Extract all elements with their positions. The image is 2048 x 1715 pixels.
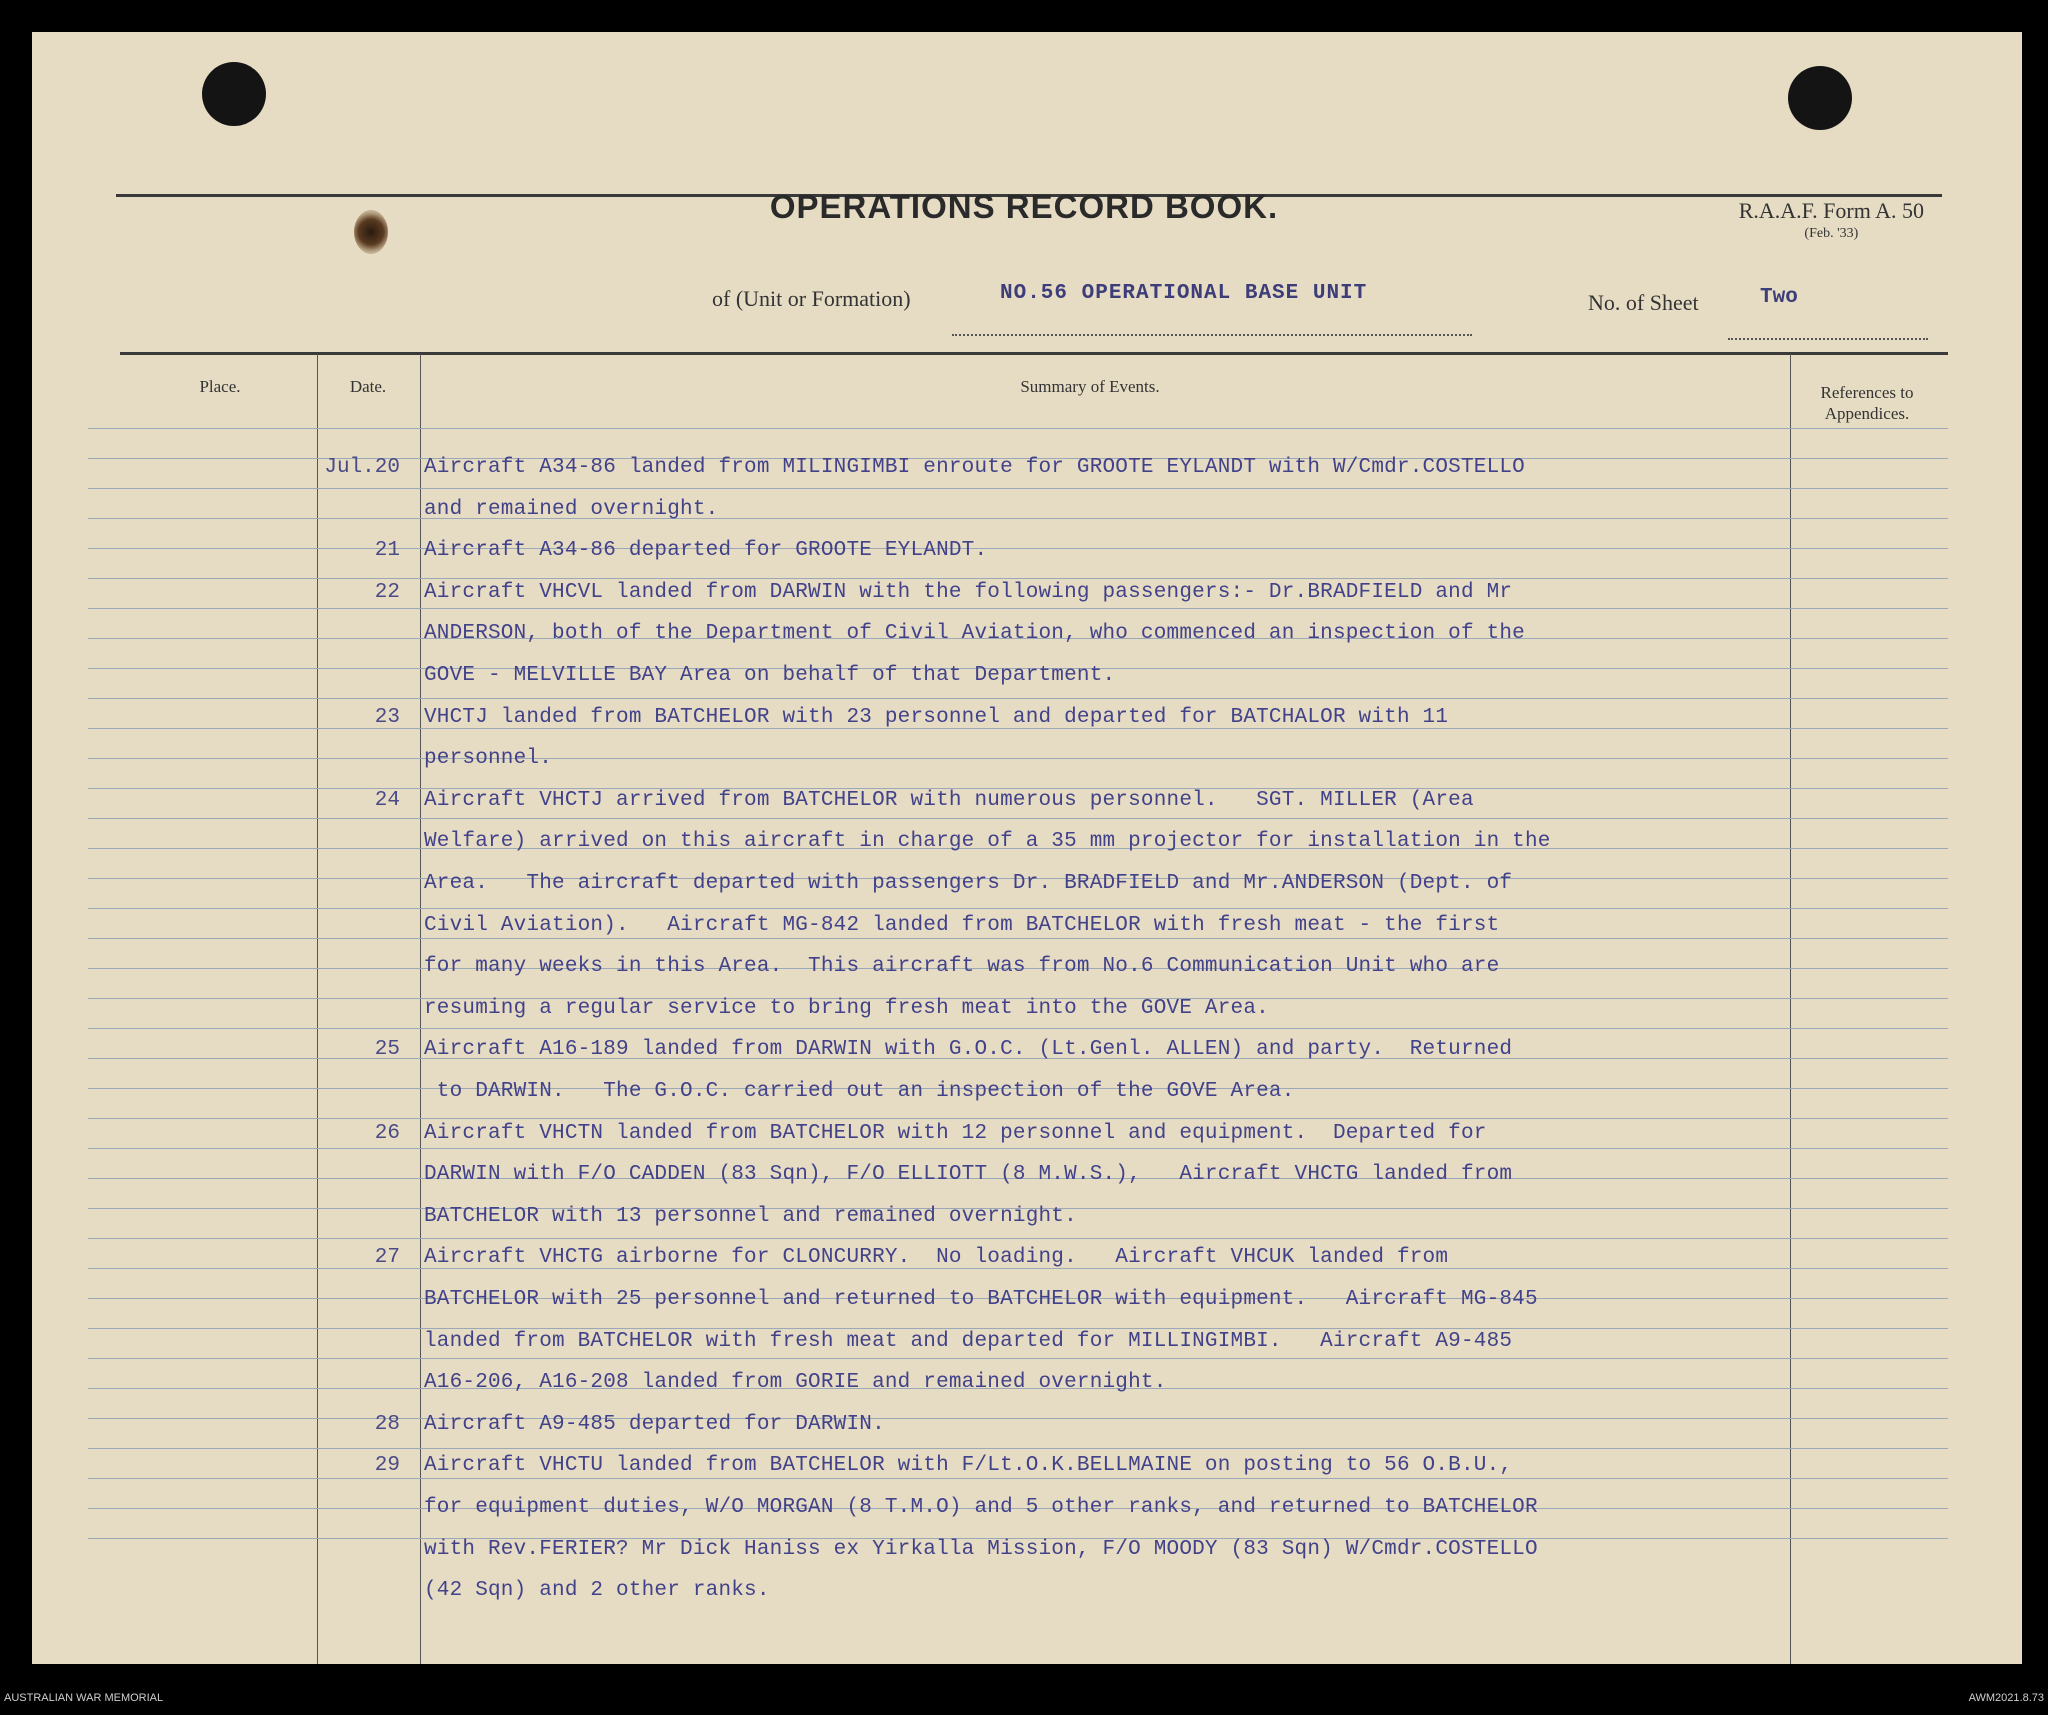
form-number-text: R.A.A.F. Form A. 50 — [1738, 198, 1924, 223]
unit-label: of (Unit or Formation) — [712, 286, 911, 311]
column-references-line2: Appendices. — [1824, 404, 1910, 423]
entry-text-line: ANDERSON, both of the Department of Civil Aviation, who commenced an inspection of the — [424, 622, 1525, 646]
entry-text-line: Area. The aircraft departed with passengers Dr. BRADFIELD and Mr.ANDERSON (Dept. of — [424, 872, 1513, 895]
entry-text-line: VHCTJ landed from BATCHELOR with 23 personnel and departed for BATCHALOR with 11 — [424, 705, 1449, 729]
entry-date: 23 — [374, 705, 400, 729]
entry-text-line: for equipment duties, W/O MORGAN (8 T.M.O) and 5 other ranks, and returned to BATCHELOR — [424, 1496, 1538, 1519]
ruled-line — [88, 1148, 1948, 1149]
entry-date: 22 — [374, 580, 400, 604]
entry-text-line: Welfare) arrived on this aircraft in charge of a 35 mm projector for installation in the — [424, 830, 1551, 854]
entry-text-line: BATCHELOR with 13 personnel and remained overnight. — [424, 1204, 1077, 1228]
ruled-line — [88, 1448, 1948, 1449]
entry-date: 26 — [374, 1121, 400, 1145]
entry-text-line: Aircraft A16-189 landed from DARWIN with G.O.C. (Lt.Genl. ALLEN) and party. Returned — [424, 1038, 1513, 1062]
header-rule — [120, 352, 1948, 355]
entry-date: 29 — [374, 1454, 400, 1478]
ruled-line — [88, 908, 1948, 909]
entry-text-line: and remained overnight. — [424, 497, 719, 521]
entry-text-line: with Rev.FERIER? Mr Dick Haniss ex Yirkalla Mission, F/O MOODY (83 Sqn) W/Cmdr.COSTELLO — [424, 1537, 1538, 1561]
ruled-line — [88, 1358, 1948, 1359]
entry-text-line: DARWIN with F/O CADDEN (83 Sqn), F/O ELLIOTT (8 M.W.S.), Aircraft VHCTG landed from — [424, 1163, 1513, 1187]
footer-left: AUSTRALIAN WAR MEMORIAL — [4, 1692, 164, 1704]
entry-date: Jul.20 — [324, 456, 400, 479]
entry-date: 25 — [374, 1038, 400, 1062]
punch-hole-left — [202, 62, 266, 126]
entry-text-line: Aircraft A34-86 landed from MILINGIMBI enroute for GROOTE EYLANDT with W/Cmdr.COSTELLO — [424, 456, 1525, 479]
sheet-value: Two — [1760, 286, 1798, 309]
ruled-line — [88, 428, 1948, 429]
entry-text-line: GOVE - MELVILLE BAY Area on behalf of that Department. — [424, 664, 1116, 687]
footer-right: AWM2021.8.73 — [1968, 1692, 2044, 1704]
ruled-line — [88, 578, 1948, 579]
entry-text-line: resuming a regular service to bring fresh meat into the GOVE Area. — [424, 996, 1269, 1020]
punch-hole-right — [1788, 66, 1852, 130]
sheet-label: No. of Sheet — [1588, 290, 1699, 315]
entry-text-line: to DARWIN. The G.O.C. carried out an inspection of the GOVE Area. — [424, 1080, 1295, 1103]
ruled-line — [88, 1238, 1948, 1239]
ruled-line — [88, 818, 1948, 819]
entry-date: 28 — [374, 1412, 400, 1436]
sheet-dotted-line — [1728, 338, 1928, 340]
entry-text-line: personnel. — [424, 747, 553, 771]
entry-text-line: Aircraft VHCTU landed from BATCHELOR with F/Lt.O.K.BELLMAINE on posting to 56 O.B.U., — [424, 1454, 1513, 1478]
entry-text-line: Civil Aviation). Aircraft MG-842 landed from BATCHELOR with fresh meat - the first — [424, 913, 1500, 937]
column-references — [1792, 382, 1942, 424]
page-title: OPERATIONS RECORD BOOK. — [769, 188, 1279, 225]
column-place: Place. — [199, 377, 241, 396]
unit-dotted-line — [952, 334, 1472, 336]
entry-text-line: (42 Sqn) and 2 other ranks. — [424, 1579, 770, 1603]
ruled-line — [88, 488, 1948, 489]
entry-text-line: Aircraft VHCTJ arrived from BATCHELOR with numerous personnel. SGT. MILLER (Area — [424, 788, 1474, 812]
entry-text-line: Aircraft VHCTG airborne for CLONCURRY. No loading. Aircraft VHCUK landed from — [424, 1246, 1449, 1270]
column-summary: Summary of Events. — [1020, 377, 1160, 396]
unit-value: NO.56 OPERATIONAL BASE UNIT — [1000, 282, 1368, 305]
ruled-line — [88, 1118, 1948, 1119]
form-number — [1739, 198, 1924, 242]
entry-text-line: BATCHELOR with 25 personnel and returned to BATCHELOR with equipment. Aircraft MG-845 — [424, 1288, 1538, 1311]
ruled-line — [88, 1028, 1948, 1029]
entry-text-line: Aircraft A34-86 departed for GROOTE EYLANDT. — [424, 539, 988, 563]
ruled-line — [88, 518, 1948, 519]
column-references-line1: References to — [1820, 383, 1914, 402]
ruled-line — [88, 608, 1948, 609]
column-divider-summary — [1790, 354, 1791, 1664]
column-divider-date — [420, 354, 421, 1664]
entry-text-line: A16-206, A16-208 landed from GORIE and remained overnight. — [424, 1371, 1167, 1395]
column-date: Date. — [349, 377, 387, 396]
ruled-line — [88, 698, 1948, 699]
ruled-line — [88, 938, 1948, 939]
entry-text-line: for many weeks in this Area. This aircraft was from No.6 Communication Unit who are — [424, 955, 1500, 979]
entry-text-line: Aircraft A9-485 departed for DARWIN. — [424, 1412, 885, 1436]
form-date: (Feb. '33) — [1804, 226, 1859, 241]
entry-text-line: Aircraft VHCTN landed from BATCHELOR with 12 personnel and equipment. Departed for — [424, 1121, 1487, 1145]
entry-date: 21 — [374, 539, 400, 563]
entry-text-line: Aircraft VHCVL landed from DARWIN with the following passengers:- Dr.BRADFIELD and Mr — [424, 580, 1513, 604]
entry-text-line: landed from BATCHELOR with fresh meat and departed for MILLINGIMBI. Aircraft A9-485 — [424, 1329, 1513, 1353]
entry-date: 24 — [374, 788, 400, 812]
entry-date: 27 — [374, 1246, 400, 1270]
ruled-line — [88, 758, 1948, 759]
ruled-line — [88, 1478, 1948, 1479]
